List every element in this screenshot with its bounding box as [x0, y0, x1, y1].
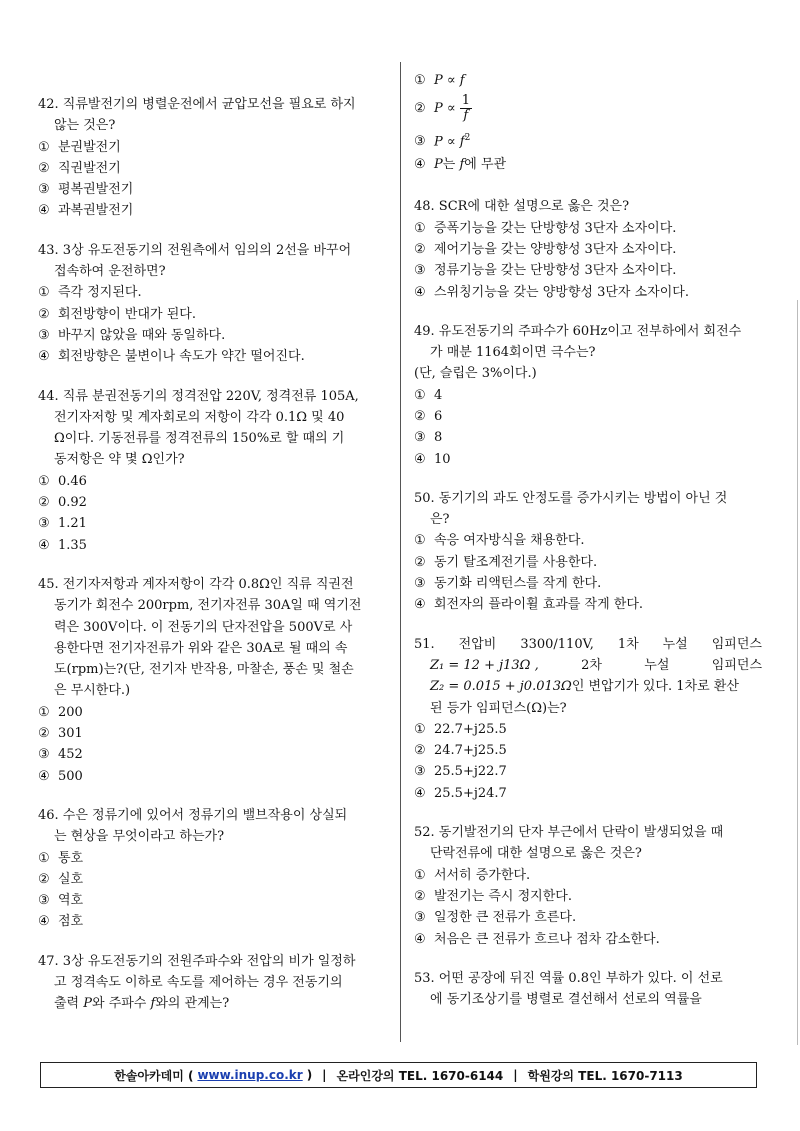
- q50-option-1[interactable]: ① 속응 여자방식을 채용한다.: [414, 533, 585, 549]
- question-44: [38, 386, 392, 556]
- q51-option-3[interactable]: ③ 25.5+j22.7: [414, 764, 507, 780]
- question-44-stem: 44. 직류 분권전동기의 정격전압 220V, 정격전류 105A, 전기자저항 및 계자회로의 저항이 각각 0.1Ω 및 40 Ω이다. 기동전류를 정격전류의 150%로 할 때의 기 동저항은 약 몇 Ω인가?: [38, 388, 359, 468]
- q48-option-3[interactable]: ③ 정류기능을 갖는 단방향성 3단자 소자이다.: [414, 263, 677, 279]
- question-46: [38, 805, 392, 933]
- q50-option-2[interactable]: ② 동기 탈조계전기를 사용한다.: [414, 554, 598, 570]
- question-51: [414, 634, 762, 804]
- q44-option-4[interactable]: ④ 1.35: [38, 537, 87, 553]
- question-47: [38, 951, 392, 1015]
- q51-option-1[interactable]: ① 22.7+j25.5: [414, 721, 507, 737]
- q45-option-3[interactable]: ③ 452: [38, 747, 83, 763]
- q46-option-3[interactable]: ③ 역호: [38, 893, 84, 909]
- question-53-stem: 53. 어떤 공장에 뒤진 역률 0.8인 부하가 있다. 이 선로 에 동기조상기를 병렬로 결선해서 선로의 역률을: [414, 970, 723, 1008]
- q47-option-1[interactable]: ① P ∝ f: [414, 73, 465, 88]
- question-47-options: [414, 70, 762, 176]
- footer-online-phone: 온라인강의 TEL. 1670-6144: [336, 1068, 504, 1083]
- q51-option-2[interactable]: ② 24.7+j25.5: [414, 743, 507, 759]
- q44-option-3[interactable]: ③ 1.21: [38, 516, 87, 532]
- question-49-note: (단, 슬립은 3%이다.): [414, 366, 537, 382]
- question-49: [414, 321, 762, 470]
- q47-option-4[interactable]: ④ P는 f에 무관: [414, 157, 507, 173]
- column-divider: [400, 62, 401, 1042]
- q48-option-1[interactable]: ① 증폭기능을 갖는 단방향성 3단자 소자이다.: [414, 220, 677, 236]
- q42-option-2[interactable]: ② 직권발전기: [38, 160, 121, 176]
- page-edge-line: [797, 300, 798, 1045]
- footer-website-link[interactable]: www.inup.co.kr: [197, 1068, 303, 1082]
- q46-option-2[interactable]: ② 실호: [38, 871, 84, 887]
- question-43-stem: 43. 3상 유도전동기의 전원측에서 임의의 2선을 바꾸어 접속하여 운전하면?: [38, 242, 352, 280]
- question-45: [38, 574, 392, 787]
- question-42-stem: 42. 직류발전기의 병렬운전에서 균압모선을 필요로 하지 않는 것은?: [38, 97, 356, 134]
- q50-option-4[interactable]: ④ 회전자의 플라이휠 효과를 작게 한다.: [414, 597, 644, 613]
- question-46-stem: 46. 수은 정류기에 있어서 정류기의 밸브작용이 상실되 는 현상을 무엇이라고 하는가?: [38, 807, 348, 845]
- question-53: [414, 968, 762, 1011]
- footer-academy-phone: 학원강의 TEL. 1670-7113: [527, 1068, 683, 1083]
- q52-option-1[interactable]: ① 서서히 증가한다.: [414, 867, 531, 883]
- q46-option-1[interactable]: ① 통호: [38, 850, 84, 866]
- question-49-stem: 49. 유도전동기의 주파수가 60Hz이고 전부하에서 회전수 가 매분 1164회이면 극수는?: [414, 323, 742, 361]
- question-50: [414, 488, 762, 616]
- q49-option-2[interactable]: ② 6: [414, 409, 443, 424]
- q46-option-4[interactable]: ④ 점호: [38, 914, 84, 930]
- q43-option-3[interactable]: ③ 바꾸지 않았을 때와 동일하다.: [38, 327, 226, 343]
- q44-option-1[interactable]: ① 0.46: [38, 473, 87, 489]
- q43-option-4[interactable]: ④ 회전방향은 불변이나 속도가 약간 떨어진다.: [38, 349, 305, 365]
- q47-option-2[interactable]: ② P ∝ $\frac{1}{f}$: [414, 93, 470, 123]
- question-45-stem: 45. 전기자저항과 계자저항이 각각 0.8Ω인 직류 직권전 동기가 회전수 200rpm, 전기자전류 30A일 때 역기전 력은 300V이다. 이 전동기의 단자전압을 500V로 사 용한다면 전기자전류가 위와 같은 30A로 될 때의 속 도(rpm)는?(단, 전기자 반작용, 마찰손, 풍손 및 철손 은 무시한다.): [38, 576, 362, 699]
- q44-option-2[interactable]: ② 0.92: [38, 495, 87, 511]
- q52-option-2[interactable]: ② 발전기는 즉시 정지한다.: [414, 888, 572, 904]
- footer-banner: [40, 1062, 757, 1088]
- q47-option-3[interactable]: ③ $P \propto f^2$: [414, 133, 471, 150]
- q48-option-2[interactable]: ② 제어기능을 갖는 양방향성 3단자 소자이다.: [414, 241, 677, 257]
- q49-option-1[interactable]: ① 4: [414, 387, 443, 403]
- question-52-stem: 52. 동기발전기의 단자 부근에서 단락이 발생되었을 때 단락전류에 대한 설명으로 옳은 것은?: [414, 825, 724, 862]
- left-column: [38, 94, 392, 1031]
- q52-option-4[interactable]: ④ 처음은 큰 전류가 흐르나 점차 감소한다.: [414, 931, 660, 947]
- footer-separator: |: [322, 1068, 327, 1082]
- q43-option-1[interactable]: ① 즉각 정지된다.: [38, 285, 142, 301]
- impedance-z2: Z₂ = 0.015 + j0.013Ω: [430, 679, 572, 695]
- q49-option-3[interactable]: ③ 8: [414, 430, 443, 446]
- q42-option-4[interactable]: ④ 과복권발전기: [38, 203, 134, 219]
- q42-option-3[interactable]: ③ 평복권발전기: [38, 182, 134, 198]
- q49-option-4[interactable]: ④ 10: [414, 451, 451, 467]
- question-42: [38, 94, 392, 222]
- q52-option-3[interactable]: ③ 일정한 큰 전류가 흐른다.: [414, 910, 577, 926]
- question-51-stem: 51. 전압비 3300/110V, 1차 누설 임피던스 Z₁ = 12 + j13Ω , 2차 누설 임피던스 Z₂ = 0.015 + j0.013Ω인 변압기가 있다. 1차로 환산 된 등가 임피던스(Ω)는?: [414, 636, 762, 716]
- fraction-one-over-f: $\frac{1}{f}$: [461, 93, 470, 123]
- footer-separator: |: [513, 1068, 518, 1082]
- q45-option-4[interactable]: ④ 500: [38, 768, 83, 784]
- impedance-z1: Z₁ = 12 + j13Ω ,: [430, 657, 539, 673]
- question-43: [38, 240, 392, 368]
- q50-option-3[interactable]: ③ 동기화 리액턴스를 작게 한다.: [414, 576, 602, 592]
- question-47-stem: 47. 3상 유도전동기의 전원주파수와 전압의 비가 일정하 고 정격속도 이하로 속도를 제어하는 경우 전동기의 출력 P와 주파수 f와의 관계는?: [38, 953, 356, 1012]
- footer-paren: ): [306, 1068, 313, 1082]
- footer-academy-name: 한솔아카데미 (: [114, 1068, 194, 1083]
- q42-option-1[interactable]: ① 분권발전기: [38, 139, 121, 155]
- q51-option-4[interactable]: ④ 25.5+j24.7: [414, 785, 507, 801]
- question-52: [414, 822, 762, 950]
- q48-option-4[interactable]: ④ 스위칭기능을 갖는 양방향성 3단자 소자이다.: [414, 284, 689, 300]
- q43-option-2[interactable]: ② 회전방향이 반대가 된다.: [38, 306, 196, 322]
- question-50-stem: 50. 동기기의 과도 안정도를 증가시키는 방법이 아닌 것 은?: [414, 490, 728, 528]
- q45-option-2[interactable]: ② 301: [38, 726, 83, 742]
- right-column: [414, 70, 762, 1026]
- question-48-stem: 48. SCR에 대한 설명으로 옳은 것은?: [414, 199, 630, 215]
- q45-option-1[interactable]: ① 200: [38, 704, 83, 720]
- question-48: [414, 196, 762, 302]
